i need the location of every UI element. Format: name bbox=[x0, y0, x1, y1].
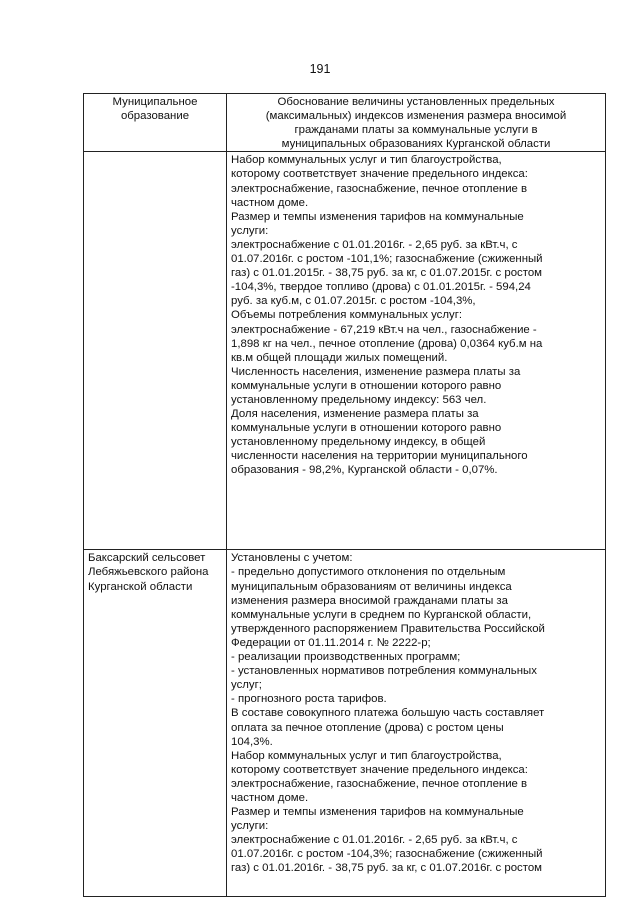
text-line: Набор коммунальных услуг и тип благоустройства, bbox=[231, 749, 502, 762]
text-line: образования - 98,2%, Курганской области - 0,07%. bbox=[231, 464, 498, 477]
header-line: Обоснование величины установленных предельных bbox=[277, 96, 555, 108]
text-line: электроснабжение с 01.01.2016г. - 2,65 руб. за кВт.ч, с bbox=[231, 834, 518, 847]
text-line: Численность населения, изменение размера платы за bbox=[231, 365, 521, 378]
header-line: муниципальных образованиях Курганской области bbox=[281, 138, 551, 151]
header-line: образование bbox=[120, 110, 190, 123]
text-line: электроснабжение, газоснабжение, печное отопление в bbox=[231, 777, 528, 790]
text-line: Размер и темпы изменения тарифов на коммунальные bbox=[231, 806, 524, 819]
text-line: коммунальные услуги в отношении которого равно bbox=[231, 379, 502, 392]
text-line: 01.07.2016г. с ростом -101,1%; газоснабжение (сжиженный bbox=[231, 253, 543, 266]
text-line: услуг; bbox=[231, 679, 262, 692]
header-line: (максимальных) индексов изменения размера вносимой bbox=[265, 110, 567, 123]
text-line: оплата за печное отопление (дрова) с ростом цены bbox=[231, 721, 504, 734]
text-line: Федерации от 01.11.2014 г. № 2222-р; bbox=[231, 636, 431, 649]
text-line: Установлены с учетом: bbox=[231, 552, 353, 565]
text-line: установленному предельному индексу: 563 чел. bbox=[231, 393, 487, 406]
header-line: гражданами платы за коммунальные услуги в bbox=[294, 124, 538, 137]
text-line: - прогнозного роста тарифов. bbox=[231, 693, 387, 706]
text-line: - предельно допустимого отклонения по отдельным bbox=[231, 566, 506, 579]
text-line: Доля населения, изменение размера платы за bbox=[231, 408, 479, 421]
text-line: руб. за куб.м, с 01.07.2015г. с ростом -104,3%, bbox=[231, 295, 476, 308]
header-municipality bbox=[84, 94, 227, 152]
text-line: 104,3%. bbox=[231, 735, 273, 748]
text-line: изменения размера вносимой гражданами платы за bbox=[231, 594, 508, 607]
text-line: Лебяжьевского района bbox=[88, 566, 209, 579]
text-line: Баксарский сельсовет bbox=[88, 552, 206, 565]
justification-cell bbox=[227, 152, 606, 550]
municipality-cell bbox=[84, 550, 227, 897]
municipality-cell bbox=[84, 152, 227, 550]
text-line: услуги: bbox=[231, 820, 269, 833]
text-line: которому соответствует значение предельного индекса: bbox=[231, 763, 528, 776]
text-line: -104,3%, твердое топливо (дрова) с 01.01.2015г. - 594,24 bbox=[231, 281, 531, 294]
header-line: Муниципальное bbox=[112, 96, 198, 108]
text-line: В составе совокупного платежа большую часть составляет bbox=[231, 707, 545, 720]
text-line: частном доме. bbox=[231, 791, 309, 804]
tariff-justification-table bbox=[83, 93, 606, 897]
text-line: - реализации производственных программ; bbox=[231, 651, 461, 664]
table-row bbox=[84, 152, 606, 550]
header-justification bbox=[227, 94, 606, 152]
justification-cell bbox=[227, 550, 606, 897]
text-line: коммунальные услуги в среднем по Курганской области, bbox=[231, 608, 532, 621]
text-line: Объемы потребления коммунальных услуг: bbox=[231, 309, 463, 322]
text-line: электроснабжение с 01.01.2016г. - 2,65 руб. за кВт.ч, с bbox=[231, 238, 518, 251]
text-line: 01.07.2016г. с ростом -104,3%; газоснабжение (сжиженный bbox=[231, 848, 543, 861]
text-line: газ) с 01.01.2016г. - 38,75 руб. за кг, с 01.07.2016г. с ростом bbox=[231, 862, 543, 875]
text-line: муниципальным образованиям от величины индекса bbox=[231, 580, 512, 593]
page-number: 191 bbox=[309, 62, 331, 76]
text-line: утвержденного распоряжением Правительства Российской bbox=[231, 622, 545, 635]
text-line: - установленных нормативов потребления коммунальных bbox=[231, 665, 537, 678]
text-line: электроснабжение, газоснабжение, печное отопление в bbox=[231, 182, 528, 195]
table-row bbox=[84, 550, 606, 897]
text-line: 1,898 кг на чел., печное отопление (дрова) 0,0364 куб.м на bbox=[231, 337, 543, 350]
text-line: электроснабжение - 67,219 кВт.ч на чел., газоснабжение - bbox=[231, 323, 537, 336]
text-line: частном доме. bbox=[231, 196, 309, 209]
text-line: коммунальные услуги в отношении которого равно bbox=[231, 422, 502, 435]
text-line: численности населения на территории муниципального bbox=[231, 450, 528, 463]
text-line: Курганской области bbox=[88, 580, 193, 593]
table-header-row bbox=[84, 94, 606, 152]
text-line: которому соответствует значение предельного индекса: bbox=[231, 168, 528, 181]
text-line: услуги: bbox=[231, 224, 269, 237]
text-line: установленному предельному индексу, в общей bbox=[231, 436, 486, 449]
text-line: кв.м общей площади жилых помещений. bbox=[231, 351, 448, 364]
text-line: Размер и темпы изменения тарифов на коммунальные bbox=[231, 210, 524, 223]
text-line: газ) с 01.01.2015г. - 38,75 руб. за кг, с 01.07.2015г. с ростом bbox=[231, 267, 543, 280]
text-line: Набор коммунальных услуг и тип благоустройства, bbox=[231, 154, 502, 167]
